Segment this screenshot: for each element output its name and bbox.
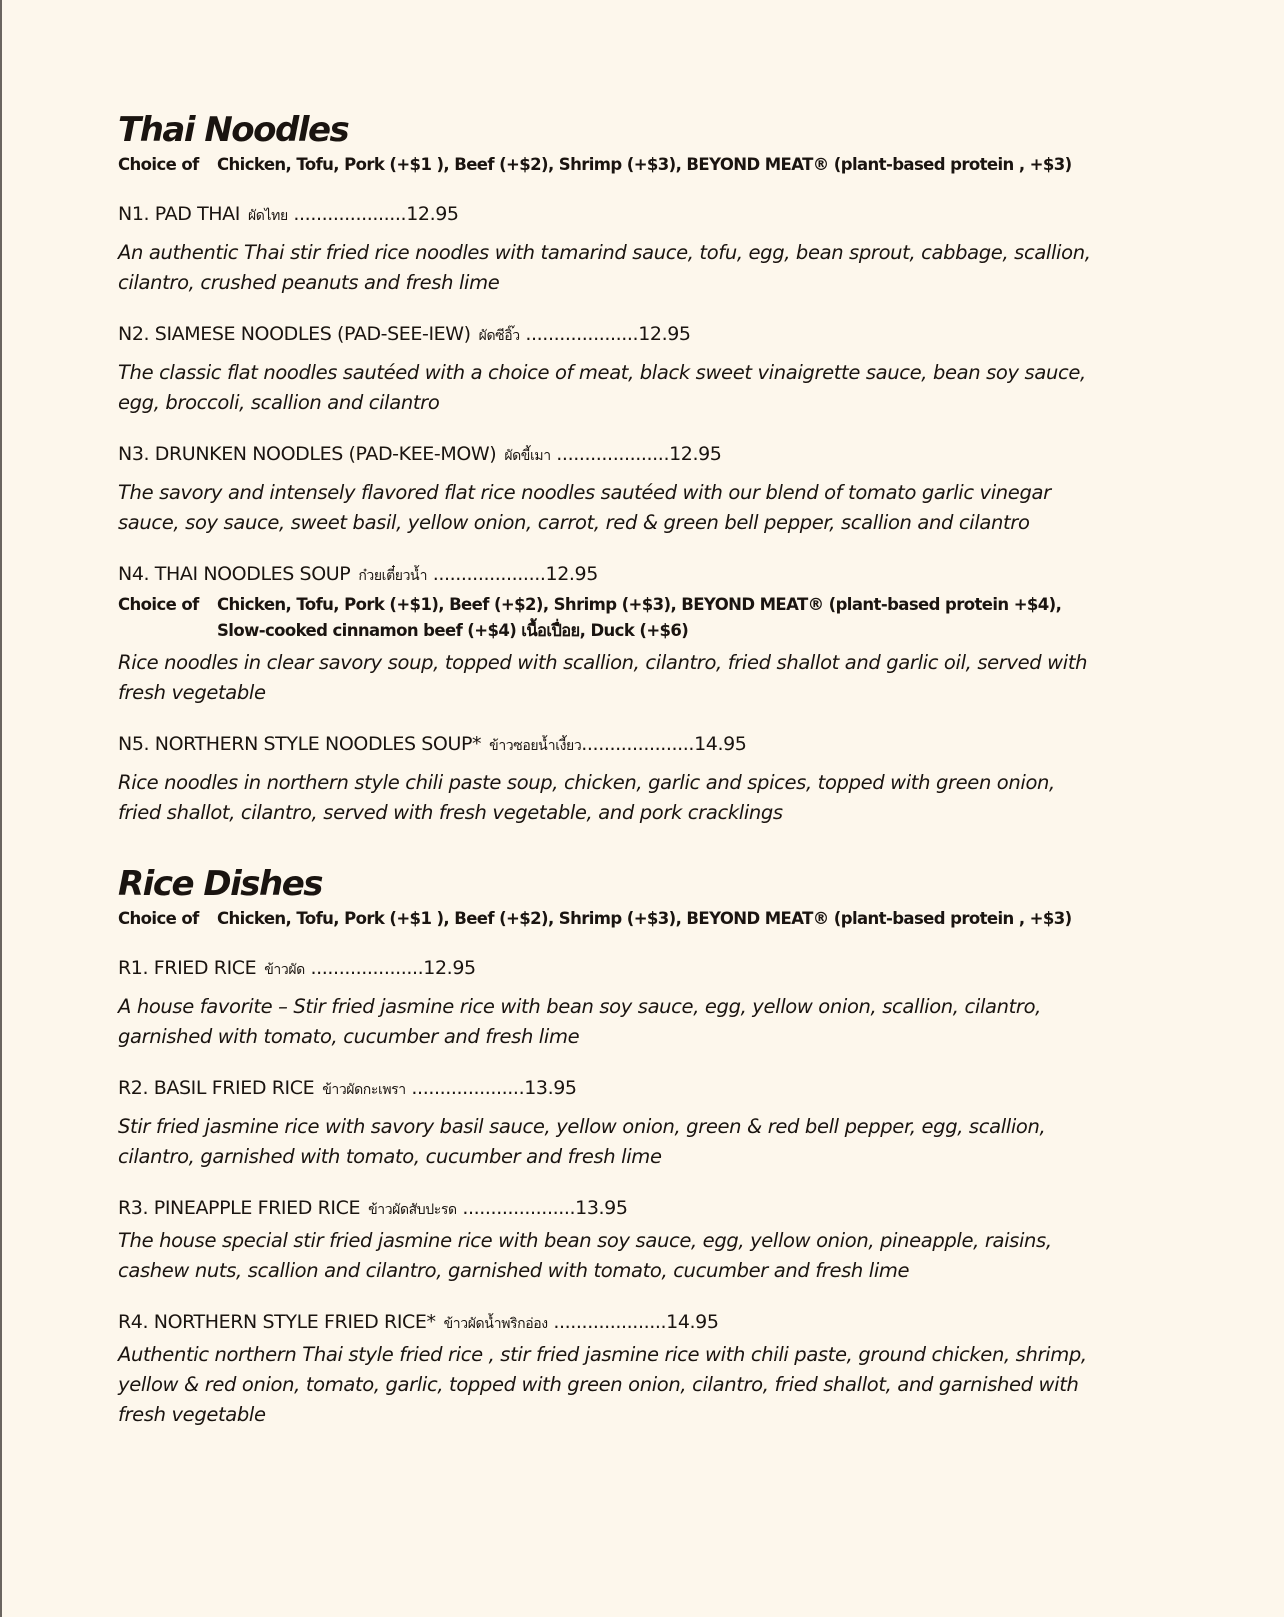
menu-item-n2 xyxy=(118,320,1248,418)
description-line: fresh vegetable xyxy=(118,1403,266,1426)
description-line: The house special stir fried jasmine rice with bean soy sauce, egg, yellow onion, pineapple, raisins, xyxy=(118,1229,1052,1252)
item-price: 14.95 xyxy=(694,733,747,755)
item-thai-name: ผัดขี้เมา xyxy=(504,448,551,464)
item-name: N3. DRUNKEN NOODLES (PAD-KEE-MOW) xyxy=(118,443,497,465)
item-description xyxy=(118,648,1248,708)
item-name: N1. PAD THAI xyxy=(118,203,240,225)
description-line: fresh vegetable xyxy=(118,681,266,704)
item-price: 13.95 xyxy=(575,1197,628,1219)
description-line: Authentic northern Thai style fried rice , stir fried jasmine rice with chili paste, ground chicken, shrimp, xyxy=(118,1343,1087,1366)
item-thai-name: ข้าวซอยน้ำเงี้ยว xyxy=(489,738,582,754)
choice-options: Slow-cooked cinnamon beef (+$4) เนื้อเปื่อย, Duck (+$6) xyxy=(217,621,689,640)
item-thai-name: ผัดซีอิ๊ว xyxy=(478,328,520,344)
item-dots: .................... xyxy=(547,1311,667,1333)
item-name: N5. NORTHERN STYLE NOODLES SOUP* xyxy=(118,733,482,755)
menu-item-n3 xyxy=(118,440,1248,538)
choice-options: Chicken, Tofu, Pork (+$1 ), Beef (+$2), Shrimp (+$3), BEYOND MEAT® (plant-based protein , +$3) xyxy=(217,909,1072,928)
menu-item-n4 xyxy=(118,560,1248,708)
choice-lead: Choice of xyxy=(118,909,199,928)
menu-item-r2 xyxy=(118,1074,1248,1172)
description-line: An authentic Thai stir fried rice noodles with tamarind sauce, tofu, egg, bean sprout, cabbage, scallion, xyxy=(118,241,1091,264)
menu-page xyxy=(118,108,1248,1430)
item-dots: .................... xyxy=(519,323,639,345)
item-header xyxy=(118,560,1248,590)
section-spacer xyxy=(118,828,1248,862)
item-description xyxy=(118,1112,1248,1172)
item-thai-name: ข้าวผัดน้ำพริกอ่อง xyxy=(443,1316,548,1332)
choice-lead: Choice of xyxy=(118,595,199,614)
item-price: 13.95 xyxy=(524,1077,577,1099)
description-line: cilantro, crushed peanuts and fresh lime xyxy=(118,271,500,294)
description-line: cilantro, garnished with tomato, cucumber and fresh lime xyxy=(118,1145,662,1168)
choice-line xyxy=(118,906,1248,932)
description-line: A house favorite – Stir fried jasmine rice with bean soy sauce, egg, yellow onion, scallion, cilantro, xyxy=(118,995,1042,1018)
item-thai-name: ข้าวผัดกะเพรา xyxy=(322,1082,406,1098)
choice-line-continued xyxy=(118,618,1248,644)
item-header xyxy=(118,1194,1248,1224)
item-dots: .................... xyxy=(287,203,407,225)
item-name: R3. PINEAPPLE FRIED RICE xyxy=(118,1197,361,1219)
section-title: Thai Noodles xyxy=(118,110,349,150)
item-price: 12.95 xyxy=(669,443,722,465)
item-price: 12.95 xyxy=(545,563,598,585)
item-name: N2. SIAMESE NOODLES (PAD-SEE-IEW) xyxy=(118,323,471,345)
choice-line xyxy=(118,592,1248,618)
item-header xyxy=(118,440,1248,470)
item-thai-name: ข้าวผัดสับปะรด xyxy=(368,1202,457,1218)
item-price: 12.95 xyxy=(423,957,476,979)
item-thai-name: ข้าวผัด xyxy=(264,962,305,978)
item-name: N4. THAI NOODLES SOUP xyxy=(118,563,351,585)
description-line: fried shallot, cilantro, served with fresh vegetable, and pork cracklings xyxy=(118,801,783,824)
item-description xyxy=(118,1340,1248,1430)
item-dots: .................... xyxy=(427,563,546,585)
description-line: Rice noodles in clear savory soup, topped with scallion, cilantro, fried shallot and garlic oil, served with xyxy=(118,651,1088,674)
menu-item-n1 xyxy=(118,200,1248,298)
description-line: yellow & red onion, tomato, garlic, topped with green onion, cilantro, fried shallot, and garnished with xyxy=(118,1373,1079,1396)
item-name: R4. NORTHERN STYLE FRIED RICE* xyxy=(118,1311,436,1333)
choice-lead: Choice of xyxy=(118,155,199,174)
item-price: 12.95 xyxy=(406,203,459,225)
description-line: Rice noodles in northern style chili paste soup, chicken, garlic and spices, topped with green onion, xyxy=(118,771,1055,794)
item-name: R2. BASIL FRIED RICE xyxy=(118,1077,315,1099)
item-header xyxy=(118,200,1248,230)
item-thai-name: ก๋วยเตี๋ยวน้ำ xyxy=(358,568,428,584)
page-left-border xyxy=(0,0,2,1617)
item-thai-name: ผัดไทย xyxy=(247,208,288,224)
item-header xyxy=(118,1308,1248,1338)
menu-item-r4 xyxy=(118,1308,1248,1430)
item-description xyxy=(118,768,1248,828)
item-dots: .................... xyxy=(550,443,670,465)
description-line: sauce, soy sauce, sweet basil, yellow onion, carrot, red & green bell pepper, scallion and cilantro xyxy=(118,511,1030,534)
description-line: The classic flat noodles sautéed with a choice of meat, black sweet vinaigrette sauce, bean soy sauce, xyxy=(118,361,1086,384)
item-header xyxy=(118,730,1248,760)
description-line: egg, broccoli, scallion and cilantro xyxy=(118,391,440,414)
description-line: garnished with tomato, cucumber and fresh lime xyxy=(118,1025,580,1048)
item-dots: .................... xyxy=(456,1197,576,1219)
choice-options: Chicken, Tofu, Pork (+$1), Beef (+$2), Shrimp (+$3), BEYOND MEAT® (plant-based protein +$4), xyxy=(217,595,1062,614)
item-name: R1. FRIED RICE xyxy=(118,957,257,979)
section-title: Rice Dishes xyxy=(118,864,323,904)
menu-item-r3 xyxy=(118,1194,1248,1286)
choice-options: Chicken, Tofu, Pork (+$1 ), Beef (+$2), Shrimp (+$3), BEYOND MEAT® (plant-based protein , +$3) xyxy=(217,155,1072,174)
item-dots: .................... xyxy=(581,733,695,755)
menu-item-n5 xyxy=(118,730,1248,828)
description-line: cashew nuts, scallion and cilantro, garnished with tomato, cucumber and fresh lime xyxy=(118,1259,910,1282)
item-header xyxy=(118,954,1248,984)
item-description xyxy=(118,992,1248,1052)
choice-line xyxy=(118,152,1248,178)
section-rice-dishes xyxy=(118,862,1248,1430)
item-description xyxy=(118,1226,1248,1286)
item-price: 14.95 xyxy=(666,1311,719,1333)
menu-item-r1 xyxy=(118,954,1248,1052)
item-price: 12.95 xyxy=(638,323,691,345)
item-dots: .................... xyxy=(304,957,424,979)
item-description xyxy=(118,478,1248,538)
section-thai-noodles xyxy=(118,108,1248,828)
item-description xyxy=(118,238,1248,298)
item-description xyxy=(118,358,1248,418)
item-header xyxy=(118,320,1248,350)
item-header xyxy=(118,1074,1248,1104)
description-line: The savory and intensely flavored flat rice noodles sautéed with our blend of tomato garlic vinegar xyxy=(118,481,1051,504)
description-line: Stir fried jasmine rice with savory basil sauce, yellow onion, green & red bell pepper, egg, scallion, xyxy=(118,1115,1046,1138)
item-dots: .................... xyxy=(405,1077,525,1099)
